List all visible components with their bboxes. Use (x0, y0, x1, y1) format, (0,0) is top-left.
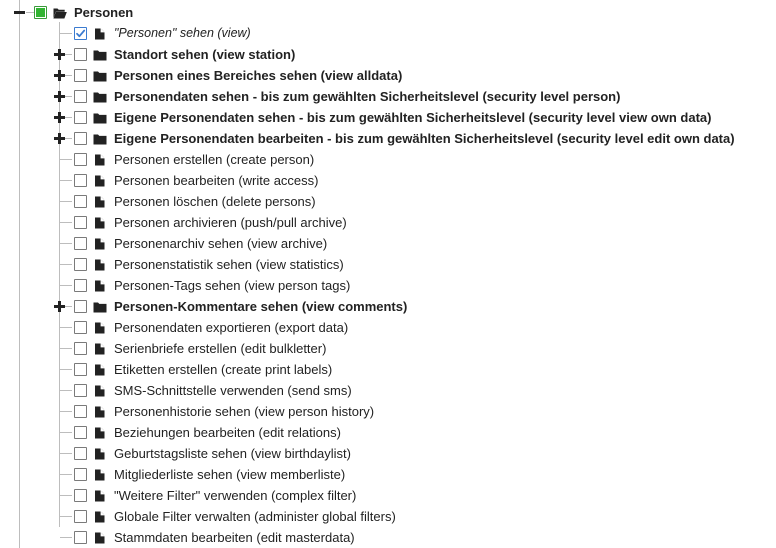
tree-item-row (0, 149, 776, 170)
tree-item-row (0, 191, 776, 212)
tree-item-label[interactable]: Serienbriefe erstellen (edit bulkletter) (114, 341, 327, 356)
file-icon (93, 490, 107, 502)
tree-item-label[interactable]: Personen erstellen (create person) (114, 152, 315, 167)
file-icon (93, 427, 107, 439)
file-icon (93, 217, 107, 229)
tree-item-label[interactable]: Personenstatistik sehen (view statistics) (114, 257, 344, 272)
tree-item-row (0, 86, 776, 107)
tree-item-label[interactable]: Personen löschen (delete persons) (114, 194, 316, 209)
tree-item-row (0, 233, 776, 254)
plus-icon[interactable] (54, 91, 65, 102)
tree-item-checkbox[interactable] (74, 132, 87, 145)
folder-open-icon (53, 7, 67, 19)
file-icon (93, 175, 107, 187)
file-icon (93, 532, 107, 544)
file-icon (93, 406, 107, 418)
tree-item-row (0, 212, 776, 233)
plus-icon[interactable] (54, 301, 65, 312)
tree-item-checkbox[interactable] (74, 342, 87, 355)
tree-item-label[interactable]: Personenhistorie sehen (view person history) (114, 404, 375, 419)
tree-item-row (0, 380, 776, 401)
tree-item-checkbox[interactable] (74, 531, 87, 544)
tree-item-row (0, 485, 776, 506)
tree-item-checkbox[interactable] (74, 27, 87, 40)
tree-item-checkbox[interactable] (74, 153, 87, 166)
tree-item-label[interactable]: Personen-Tags sehen (view person tags) (114, 278, 351, 293)
tree-item-label[interactable]: Eigene Personendaten sehen - bis zum gewählten Sicherheitslevel (security level view own data) (114, 110, 712, 125)
tree-item-checkbox[interactable] (74, 69, 87, 82)
tree-item-row (0, 23, 776, 44)
tree-item-checkbox[interactable] (74, 195, 87, 208)
collapse-icon[interactable] (14, 7, 25, 18)
tree-item-row (0, 317, 776, 338)
root-checkbox[interactable] (34, 6, 47, 19)
tree-item-label[interactable]: Personen bearbeiten (write access) (114, 173, 319, 188)
tree-item-row (0, 275, 776, 296)
tree-item-checkbox[interactable] (74, 321, 87, 334)
tree-item-checkbox[interactable] (74, 48, 87, 61)
folder-icon (93, 49, 107, 61)
file-icon (93, 385, 107, 397)
tree-item-checkbox[interactable] (74, 300, 87, 313)
file-icon (93, 343, 107, 355)
file-icon (93, 280, 107, 292)
tree-item-checkbox[interactable] (74, 489, 87, 502)
tree-item-label[interactable]: SMS-Schnittstelle verwenden (send sms) (114, 383, 352, 398)
tree-item-row (0, 422, 776, 443)
tree-item-checkbox[interactable] (74, 468, 87, 481)
folder-icon (93, 70, 107, 82)
tree-item-row (0, 401, 776, 422)
tree-item-label[interactable]: Globale Filter verwalten (administer global filters) (114, 509, 396, 524)
tree-item-row (0, 506, 776, 527)
plus-icon[interactable] (54, 70, 65, 81)
tree-item-row (0, 254, 776, 275)
tree-item-label[interactable]: Eigene Personendaten bearbeiten - bis zum gewählten Sicherheitslevel (security level edit own data) (114, 131, 735, 146)
folder-icon (93, 112, 107, 124)
tree-item-row (0, 44, 776, 65)
folder-icon (93, 133, 107, 145)
folder-icon (93, 91, 107, 103)
tree-item-label[interactable]: Etiketten erstellen (create print labels) (114, 362, 333, 377)
file-icon (93, 28, 107, 40)
file-icon (93, 154, 107, 166)
check-icon (75, 28, 86, 39)
tree-item-checkbox[interactable] (74, 426, 87, 439)
file-icon (93, 511, 107, 523)
tree-item-row (0, 170, 776, 191)
tree-item-label[interactable]: Beziehungen bearbeiten (edit relations) (114, 425, 341, 440)
tree-item-label[interactable]: Personenarchiv sehen (view archive) (114, 236, 328, 251)
tree-item-checkbox[interactable] (74, 111, 87, 124)
tree-item-label[interactable]: Personen-Kommentare sehen (view comments) (114, 299, 408, 314)
tree-item-checkbox[interactable] (74, 174, 87, 187)
folder-icon (93, 301, 107, 313)
plus-icon[interactable] (54, 112, 65, 123)
tree-item-label[interactable]: Personen archivieren (push/pull archive) (114, 215, 347, 230)
tree-item-label[interactable]: Stammdaten bearbeiten (edit masterdata) (114, 530, 355, 545)
tree-item-checkbox[interactable] (74, 363, 87, 376)
tree-item-label[interactable]: "Personen" sehen (view) (114, 26, 251, 40)
tree-item-row (0, 464, 776, 485)
tree-item-label[interactable]: "Weitere Filter" verwenden (complex filter) (114, 488, 357, 503)
file-icon (93, 259, 107, 271)
tree-item-row (0, 296, 776, 317)
tree-item-row (0, 338, 776, 359)
file-icon (93, 322, 107, 334)
tree-item-row (0, 443, 776, 464)
root-label[interactable]: Personen (74, 5, 134, 20)
tree-item-checkbox[interactable] (74, 384, 87, 397)
tree-item-label[interactable]: Geburtstagsliste sehen (view birthdaylist) (114, 446, 351, 461)
tree-item-checkbox[interactable] (74, 90, 87, 103)
tree-item-row (0, 65, 776, 86)
tree-item-label[interactable]: Personendaten exportieren (export data) (114, 320, 349, 335)
file-icon (93, 364, 107, 376)
tree-item-row (0, 527, 776, 548)
file-icon (93, 448, 107, 460)
file-icon (93, 469, 107, 481)
tree-item-checkbox[interactable] (74, 258, 87, 271)
tree-item-checkbox[interactable] (74, 447, 87, 460)
plus-icon[interactable] (54, 133, 65, 144)
tree-item-row (0, 107, 776, 128)
file-icon (93, 196, 107, 208)
tree-item-label[interactable]: Standort sehen (view station) (114, 47, 296, 62)
tree-item-row (0, 128, 776, 149)
tree-item-checkbox[interactable] (74, 237, 87, 250)
file-icon (93, 238, 107, 250)
tree-item-row (0, 359, 776, 380)
tree-root-row (0, 2, 776, 23)
tree-item-checkbox[interactable] (74, 405, 87, 418)
tree-item-checkbox[interactable] (74, 510, 87, 523)
tree-item-label[interactable]: Personen eines Bereiches sehen (view alldata) (114, 68, 403, 83)
tree-item-checkbox[interactable] (74, 279, 87, 292)
tree-item-label[interactable]: Mitgliederliste sehen (view memberliste) (114, 467, 346, 482)
tree-item-label[interactable]: Personendaten sehen - bis zum gewählten Sicherheitslevel (security level person) (114, 89, 621, 104)
plus-icon[interactable] (54, 49, 65, 60)
tree-item-checkbox[interactable] (74, 216, 87, 229)
